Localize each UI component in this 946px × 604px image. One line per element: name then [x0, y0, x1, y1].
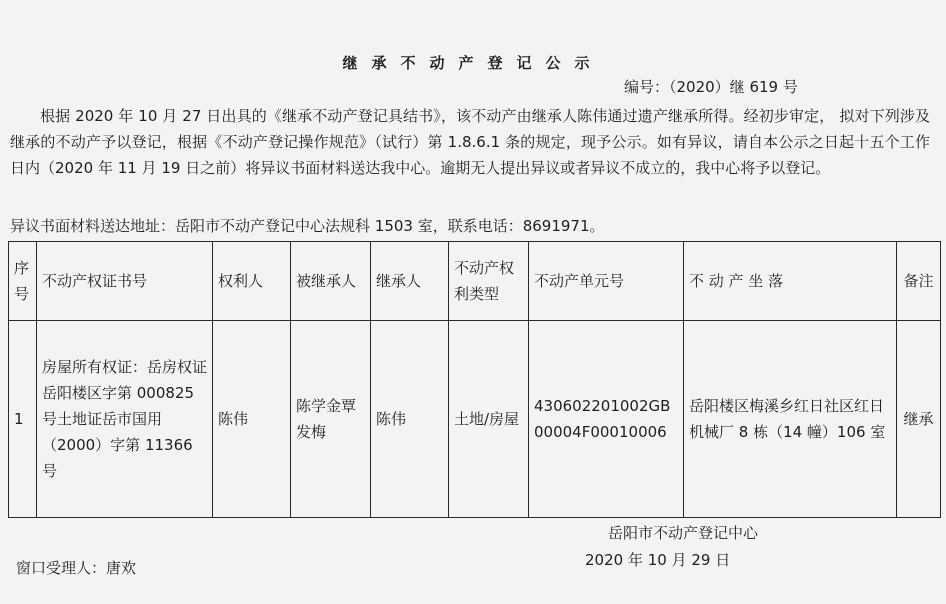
- header-seq: 序号: [9, 242, 37, 321]
- cell-decedent: 陈学金覃发梅: [291, 321, 371, 518]
- header-heir: 继承人: [371, 242, 449, 321]
- cell-right-type: 土地/房屋: [449, 321, 529, 518]
- body-paragraph: 根据 2020 年 10 月 27 日出具的《继承不动产登记具结书》，该不动产由继承人陈伟通过遗产继承所得。经初步审定， 拟对下列涉及继承的不动产予以登记，根据《不动产登记操作规范》（试行）第 1.8.6.1 条的规定，现予公示。如有异议，请自本公示之日起十五个工作日内（2020 年 11 月 19 日之前）将异议书面材料送达我中心。逾期无人提出异议或者异议不成立的，我中心将予以登记。: [10, 107, 930, 177]
- header-remark: 备注: [897, 242, 941, 321]
- table-row: [9, 321, 941, 518]
- cell-location: 岳阳楼区梅溪乡红日社区红日机械厂 8 栋（14 幢）106 室: [684, 321, 897, 518]
- registration-table: [8, 241, 941, 518]
- cell-owner: 陈伟: [213, 321, 291, 518]
- page-title: 继承不动产登记公示: [342, 54, 604, 72]
- cell-seq: 1: [9, 321, 37, 518]
- document-number: 编号：（2020）继 619 号: [624, 78, 798, 96]
- signature-date: 2020 年 10 月 29 日: [585, 551, 731, 569]
- header-cert-no: 不动产权证书号: [37, 242, 213, 321]
- objection-address: 异议书面材料送达地址：岳阳市不动产登记中心法规科 1503 室，联系电话：8691971。: [10, 217, 605, 235]
- header-location: 不 动 产 坐 落: [684, 242, 897, 321]
- cell-remark: 继承: [897, 321, 941, 518]
- header-unit-no: 不动产单元号: [529, 242, 684, 321]
- signature-org: 岳阳市不动产登记中心: [608, 524, 759, 542]
- header-owner: 权利人: [213, 242, 291, 321]
- cell-heir: 陈伟: [371, 321, 449, 518]
- window-receiver: 窗口受理人：唐欢: [16, 559, 137, 577]
- header-right-type: 不动产权利类型: [449, 242, 529, 321]
- cell-cert-no: 房屋所有权证：岳房权证岳阳楼区字第 000825 号土地证岳市国用（2000）字第 11366 号: [37, 321, 213, 518]
- cell-unit-no: 430602201002GB00004F00010006: [529, 321, 684, 518]
- header-decedent: 被继承人: [291, 242, 371, 321]
- table-header-row: [9, 242, 941, 321]
